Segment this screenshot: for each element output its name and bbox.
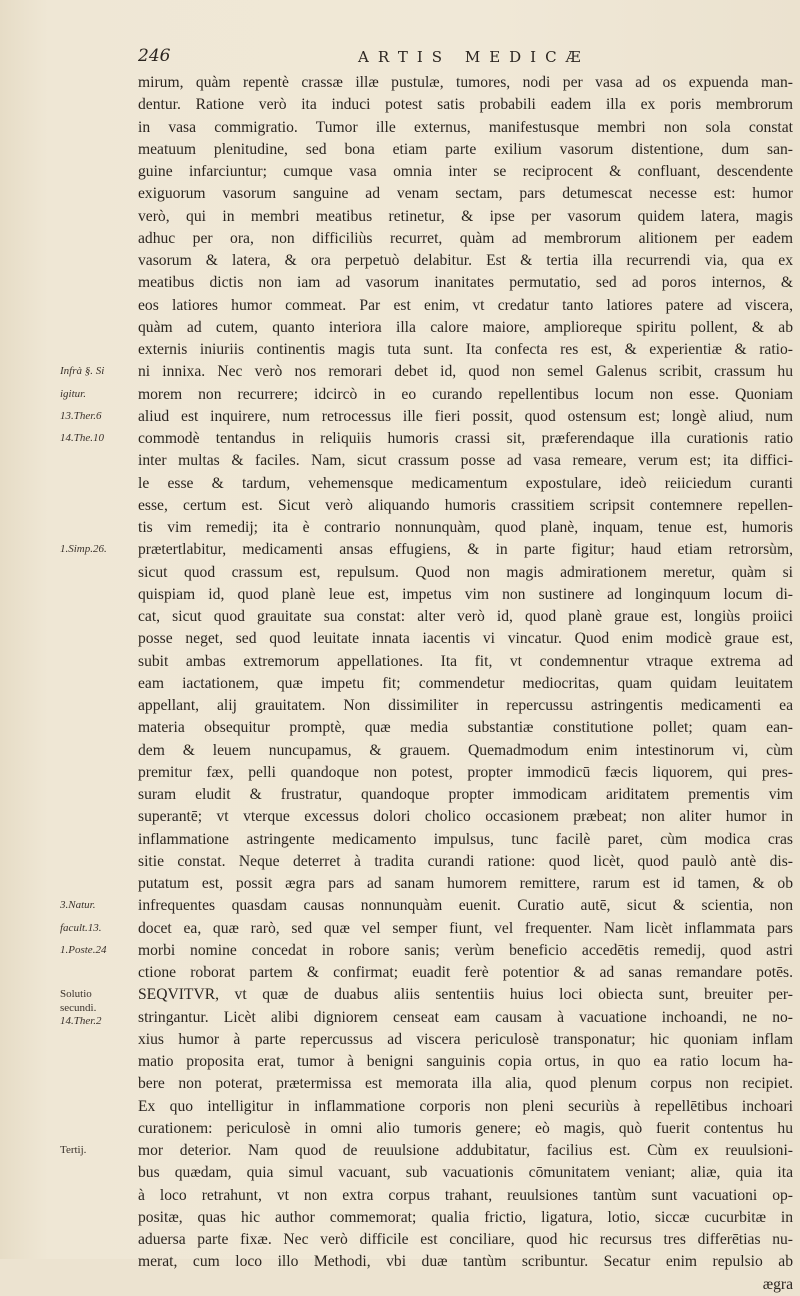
text-line: ni innixa. Nec verò nos remorari debet id, quod non semel Galenus scribit, crassum hu: [138, 363, 793, 381]
text-line: à loco retrahunt, vt non extra corpus trahant, reuulsiones tantùm sunt vacuationi op-: [138, 1186, 793, 1204]
margin-note: Solutio: [60, 988, 92, 1001]
margin-note: 14.Ther.2: [60, 1014, 102, 1027]
text-line: positæ, quas hic author commemorat; qualia frictio, ligatura, lotio, siccæ cucurbitæ in: [138, 1208, 793, 1226]
text-line: bus quædam, quia simul vacuant, sub vacuationis cōmunitatem veniant; aliæ, quia ita: [138, 1164, 793, 1182]
text-line: aduersa parte fixæ. Nec verò difficile est conciliare, quod hic recursus tres differētias nu-: [138, 1231, 793, 1248]
text-line: suram eludit & frustratur, quandoque propter immodicam ariditatem prementis vim: [138, 786, 793, 803]
text-line: superantē; vt vterque excessus dolori cholico occasionem præbeat; non aliter humor in: [138, 808, 793, 826]
text-line: le esse & tardum, vehemensque medicamentum expostulare, ideò reiiciedum curanti: [138, 474, 793, 492]
text-line: SEQVITVR, vt quæ de duabus aliis sententiis huius loci obiecta sunt, breuiter per-: [138, 986, 793, 1004]
text-line: mor deterior. Nam quod de reuulsione addubitatur, facilius est. Cùm ex reuulsioni-: [138, 1142, 793, 1159]
margin-note: 1.Poste.24: [60, 943, 107, 956]
text-line: Ex quo intelligitur in inflammatione corporis non pleni securiùs à repellētibus inchoari: [138, 1097, 793, 1115]
margin-note: 1.Simp.26.: [60, 543, 107, 556]
text-line: cat, sicut quod grauitate sua constat: alter verò id, quod planè graue est, longiùs proiici: [138, 608, 793, 625]
margin-note: igitur.: [60, 387, 86, 400]
text-line: ægra: [762, 1275, 793, 1293]
margin-note: 13.Ther.6: [60, 409, 102, 422]
text-line: quàm ad cutem, quanto interiora illa calore maiore, amplioreque spiritu pollent, & ab: [138, 318, 793, 336]
margin-note: 14.The.10: [60, 432, 104, 444]
text-line: dentur. Ratione verò ita induci potest satis probabili eadem illa ex poris membrorum: [138, 96, 793, 114]
text-line: docet ea, quæ rarò, sed quæ vel semper fiunt, vel frequenter. Nam licèt inflammata pars: [138, 919, 793, 937]
margin-note: Tertij.: [60, 1144, 87, 1156]
text-line: verò, qui in membri meatibus retinetur, & ipse per vasorum quidem latera, magis: [138, 207, 793, 225]
text-line: aliud est inquirere, num retrocessus ille fieri possit, quod ostensum est; longè aliud, num: [138, 407, 793, 425]
text-line: commodè tentandus in reliquiis humoris crassi sit, præferendaque illa curationis ratio: [138, 430, 793, 447]
text-line: stringantur. Licèt alibi digniorem censeat eam causam à vacuatione inchoandi, ne no-: [138, 1008, 793, 1026]
text-line: in vasa commigratio. Tumor ille externus, manifestusque membri non sola constat: [138, 118, 793, 136]
text-line: exiguorum vasorum sanguine ad venam sectam, pars detumescat necesse est: humor: [138, 185, 793, 203]
text-line: appellant, alij grauitatem. Non dissimiliter in repercussu astringentis medicamenti ea: [138, 697, 793, 714]
text-line: eam iactationem, quæ impetu fit; commendetur mediocritas, quam quidam leuitatem: [138, 674, 793, 692]
text-line: tis vim remedij; ita è contrario nonnunquàm, quod planè, inquam, tenue est, humoris: [138, 519, 793, 536]
margin-note: 3.Natur.: [60, 899, 96, 912]
text-line: sitie constat. Neque deterret à tradita curandi ratione: quod licèt, quod paulò antè dis-: [138, 852, 793, 870]
text-line: merat, cum loco illo Methodi, vbi duæ tantùm scribuntur. Secatur enim repulsio ab: [138, 1253, 793, 1271]
text-line: morem non recurrere; idcircò in eo curando repellentibus locum non esse. Quoniam: [138, 385, 793, 403]
text-line: meatibus dictis non iam ad vasorum inanitates permutatio, sed ad poros internos, &: [138, 274, 793, 292]
text-line: putatum est, possit ægra pars ad sanam humorem remittere, rarum est id tamen, & ob: [138, 875, 793, 892]
text-line: bere non poterat, prætermissa est memorata illa alia, quod plenum corpus non recipiet.: [138, 1075, 793, 1093]
text-line: eos latiores humor commeat. Par est enim, vt credatur tanto latiores patere ad viscera,: [138, 296, 793, 314]
text-line: inflammatione astringente medicamento impulsus, tunc facilè paret, cùm modica cras: [138, 830, 793, 848]
text-line: xius humor à parte repercussus ad viscera periculosè transponatur; hic quoniam inflam: [138, 1030, 793, 1048]
running-head: ARTIS MEDICÆ: [358, 48, 590, 66]
text-line: materia obsequitur promptè, quæ media substantiæ constitutione pollet; quam ean-: [138, 719, 793, 737]
text-line: morbi nomine concedat in robore sanis; verùm beneficio accedētis remedij, quod astri: [138, 941, 793, 959]
margin-note: secundi.: [60, 1001, 97, 1014]
text-line: inter multas & faciles. Nam, sicut crassum posse ad vasa remeare, verum est; ita diffici-: [138, 452, 793, 470]
text-line: prætertlabitur, medicamenti ansas effugiens, & in parte figitur; haud etiam retrorsùm,: [138, 541, 793, 559]
text-line: guine infarciuntur; cumque vasa omnia inter se reciprocent & confluant, descendente: [138, 163, 793, 180]
text-line: premitur fæx, pelli quandoque non potest, propter immodicū fæcis liquorem, qui pres-: [138, 763, 793, 781]
text-line: externis iniuriis continentis magis tuta sunt. Ita confecta res est, & experientiæ & ratio-: [138, 341, 793, 358]
text-line: ctione roborat partem & confirmat; euadit ferè potentior & ad sanas remandare potēs.: [138, 964, 793, 981]
page-number: 246: [138, 46, 171, 66]
text-line: matio proposita erat, tumor à benigni sanguinis copia ortus, in quo ea ratio locum ha-: [138, 1053, 793, 1070]
text-line: sicut quod crassum est, repulsum. Quod non magis admirationem meretur, quàm si: [138, 563, 793, 581]
margin-note: Infrà §. Si: [60, 365, 105, 378]
text-line: infrequentes quasdam causas nonnunquàm euenit. Curatio autē, sicut & scientia, non: [138, 897, 793, 915]
text-line: esse, certum est. Sicut verò aliquando humoris crassitiem scripsit contemnere repellen-: [138, 496, 793, 514]
margin-note: facult.13.: [60, 921, 102, 934]
text-line: posse neget, sed quod leuitate innata iacentis vi vincatur. Quod enim modicè graue est,: [138, 630, 793, 648]
text-line: quispiam id, quod planè leue est, impetus vim non sustinere ad longinquum locum di-: [138, 585, 793, 603]
text-line: dem & leuem nuncupamus, & grauem. Quemadmodum enim intestinorum vi, cùm: [138, 741, 793, 759]
text-line: subit ambas extremorum appellationes. Ita fit, vt condemnentur vtraque extrema ad: [138, 652, 793, 670]
text-body: [138, 72, 793, 1296]
text-line: adhuc per ora, non difficiliùs recurret, quàm ad membrorum alitionem per eadem: [138, 229, 793, 247]
page-header: [138, 46, 793, 68]
text-line: vasorum & latera, & ora perpetuò delabitur. Est & tertia illa recurrendi via, qua ex: [138, 252, 793, 269]
text-line: curationem: periculosè in omni alio tumoris genere; eò magis, quò fuerit contentus hu: [138, 1119, 793, 1137]
text-line: mirum, quàm repentè crassæ illæ pustulæ, tumores, nodi per vasa ad os expuenda man-: [138, 74, 793, 91]
text-line: meatuum plenitudine, sed bona etiam parte exilium vasorum distentione, dum san-: [138, 140, 793, 158]
